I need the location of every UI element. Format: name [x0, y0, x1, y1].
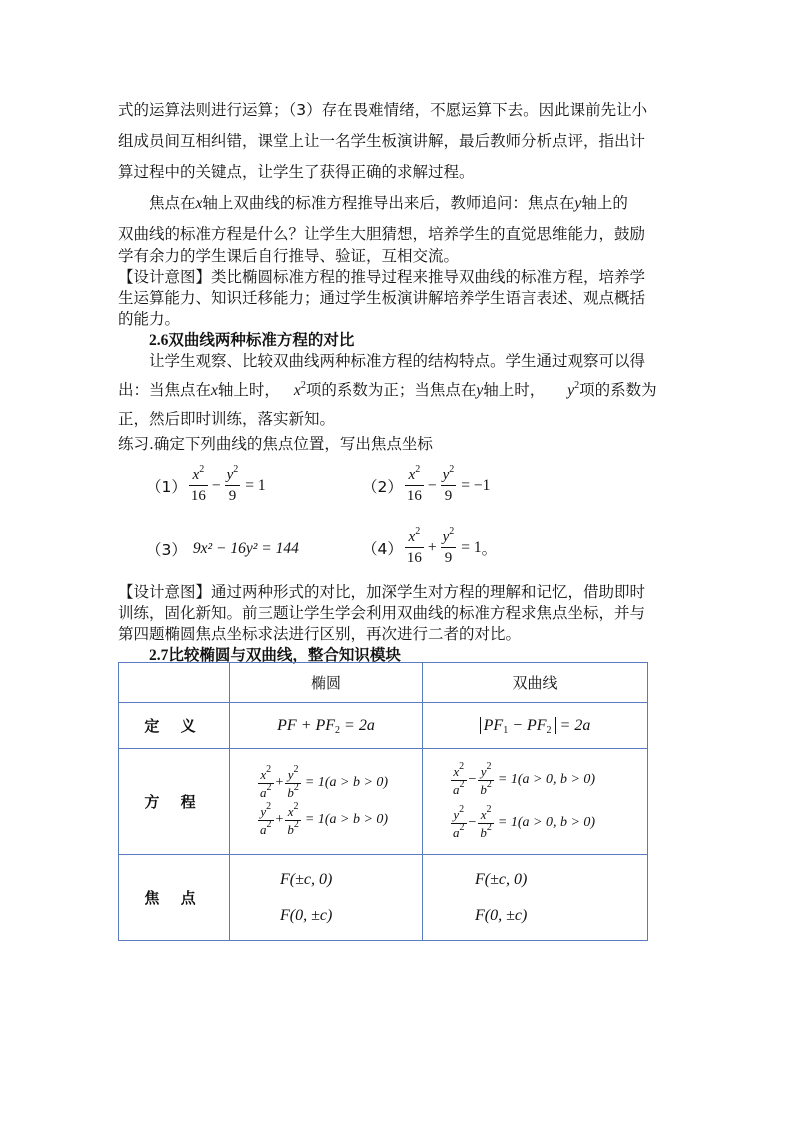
paragraph-line: 的能力。: [118, 310, 181, 328]
paragraph-line: 训练，固化新知。前三题让学生学会利用双曲线的标准方程求焦点坐标，并与: [118, 604, 646, 622]
fraction: $\frac{y^2}{9}$: [226, 464, 239, 504]
section-title: 双曲线两种标准方程的对比: [168, 331, 355, 349]
paragraph-line: 第四题椭圆焦点坐标求法进行区别，再次进行二者的对比。: [118, 625, 522, 643]
fraction: $\frac{y^2}{9}$: [442, 464, 455, 504]
section-heading: [149, 328, 354, 350]
ellipse-equation-x: $\frac{x^2}{a^2}$ + $\frac{y^2}{b^2}$ = 1(a > b > 0): [260, 763, 389, 800]
paragraph-line: 算过程中的关键点，让学生了获得正确的求解过程。: [118, 163, 475, 181]
fraction: $\frac{x^2}{16}$: [190, 464, 206, 504]
row-header-focus: 焦 点: [119, 855, 230, 941]
hyperbola-equation-y: $\frac{y^2}{a^2}$ − $\frac{x^2}{b^2}$ = 1(a > 0, b > 0): [453, 803, 596, 840]
exercise-item: [146, 538, 299, 560]
ellipse-focus-cell: [230, 855, 423, 941]
var-y: y: [574, 195, 582, 212]
paragraph-line: 组成员间互相纠错，课堂上让一名学生板演讲解，最后教师分析点评，指出计: [118, 132, 646, 150]
design-intent: [118, 265, 645, 287]
hyperbola-definition: $PF_1 - PF_2 = 2a$: [480, 717, 591, 734]
text: 轴上的: [581, 194, 628, 212]
fraction: $\frac{y^2}{9}$: [442, 526, 455, 566]
text: 轴上时，: [217, 381, 280, 399]
design-intent-tag: 【设计意图】: [118, 268, 212, 286]
hyperbola-focus-y: F(0, ±c): [475, 906, 528, 924]
section-number: 2.6: [149, 332, 169, 349]
ellipse-focus-x: F(±c, 0): [280, 870, 333, 888]
paragraph-line: 正，然后即时训练，落实新知。: [118, 410, 336, 428]
var-y-squared: $y^2$: [567, 380, 580, 399]
text: 通过两种形式的对比，加深学生对方程的理解和记忆，借助即时: [211, 583, 646, 601]
var-x: x: [211, 382, 218, 399]
table-row-focus: [119, 855, 648, 941]
text: 轴上双曲线的标准方程推导出来后，教师追问：焦点在: [202, 194, 575, 212]
ellipse-definition: PF + $PF_2 = 2a$: [277, 717, 375, 736]
exercise-label: （4）: [362, 539, 403, 558]
text: 出：当焦点在: [118, 381, 212, 399]
exercise-item: （1） $\frac{x^2}{16}$ − $\frac{y^2}{9}$ = 1: [146, 464, 266, 504]
text: 焦点在: [149, 194, 196, 212]
comparison-table: [118, 662, 648, 941]
equation: 9x² − 16y² = 144: [192, 540, 299, 557]
exercise-item: （2） $\frac{x^2}{16}$ − $\frac{y^2}{9}$ = −1: [362, 464, 491, 504]
section-number: 2.7: [149, 647, 169, 664]
hyperbola-definition-cell: [423, 703, 648, 749]
section-title: 比较椭圆与双曲线，整合知识模块: [168, 646, 401, 664]
period: 。: [481, 539, 498, 558]
fraction: $\frac{x^2}{16}$: [406, 464, 422, 504]
exercise-item: （4） $\frac{x^2}{16}$ + $\frac{y^2}{9}$ = 1 。: [362, 526, 498, 566]
exercise-label: （2）: [362, 477, 403, 496]
paragraph-line: 双曲线的标准方程是什么？让学生大胆猜想，培养学生的直觉思维能力，鼓励: [118, 225, 646, 243]
text: 类比椭圆标准方程的推导过程来推导双曲线的标准方程，培养学: [211, 268, 646, 286]
text: 轴上时，: [483, 381, 546, 399]
exercise-label: （3）: [146, 541, 187, 559]
table-row-equation: [119, 749, 648, 855]
paragraph-line: 让学生观察、比较双曲线两种标准方程的结构特点。学生通过观察可以得: [149, 352, 646, 370]
table-header-row: [119, 663, 648, 703]
design-intent-tag: 【设计意图】: [118, 583, 212, 601]
paragraph-line: 学有余力的学生课后自行推导、验证，互相交流。: [118, 247, 460, 265]
var-x: x: [195, 195, 203, 212]
text: 项的系数为: [579, 381, 657, 399]
hyperbola-focus-x: F(±c, 0): [475, 870, 528, 888]
text: 项的系数为正；当焦点在: [305, 381, 477, 399]
fraction: $\frac{x^2}{16}$: [406, 526, 422, 566]
row-header-definition: 定 义: [119, 703, 230, 749]
ellipse-focus-y: F(0, ±c): [280, 906, 333, 924]
column-header-ellipse: 椭圆: [230, 663, 423, 703]
ellipse-definition-cell: [230, 703, 423, 749]
ellipse-equation-y: $\frac{y^2}{a^2}$ + $\frac{x^2}{b^2}$ = 1(a > b > 0): [260, 800, 389, 837]
paragraph-line: 生运算能力、知识迁移能力；通过学生板演讲解培养学生语言表述、观点概括: [118, 289, 646, 307]
ellipse-equation-cell: [230, 749, 423, 855]
table-corner-cell: [119, 663, 230, 703]
exercise-title: 练习.确定下列曲线的焦点位置，写出焦点坐标: [118, 435, 433, 453]
design-intent: [118, 580, 645, 602]
hyperbola-focus-cell: [423, 855, 648, 941]
column-header-hyperbola: 双曲线: [423, 663, 648, 703]
hyperbola-equation-cell: [423, 749, 648, 855]
var-y: y: [476, 382, 484, 399]
row-header-equation: 方 程: [119, 749, 230, 855]
exercise-label: （1）: [146, 477, 187, 496]
paragraph-line: 式的运算法则进行运算；（3）存在畏难情绪，不愿运算下去。因此课前先让小: [118, 101, 648, 119]
table-row-definition: [119, 703, 648, 749]
paragraph-line: [149, 191, 628, 213]
paragraph-line: [118, 378, 657, 400]
hyperbola-equation-x: $\frac{x^2}{a^2}$ − $\frac{y^2}{b^2}$ = 1(a > 0, b > 0): [453, 760, 596, 797]
var-x-squared: $x^2$: [293, 380, 306, 399]
